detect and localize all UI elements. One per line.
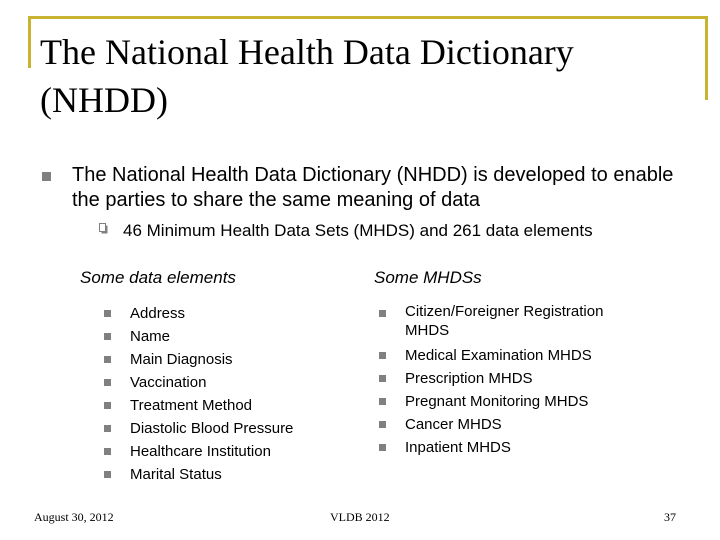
mhds-list <box>379 302 639 459</box>
list-item: Diastolic Blood Pressure <box>104 417 344 440</box>
list-item: Marital Status <box>104 463 344 486</box>
square-bullet-icon <box>104 402 111 409</box>
sub-bullet-text: 46 Minimum Health Data Sets (MHDS) and 261 data elements <box>123 221 593 240</box>
hollow-square-bullet-icon <box>99 223 108 234</box>
square-bullet-icon <box>42 172 51 181</box>
list-item: Main Diagnosis <box>104 348 344 371</box>
footer-conference: VLDB 2012 <box>330 510 390 524</box>
data-elements-list <box>104 302 344 486</box>
square-bullet-icon <box>104 471 111 478</box>
square-bullet-icon <box>104 310 111 317</box>
square-bullet-icon <box>379 444 386 451</box>
square-bullet-icon <box>104 356 111 363</box>
list-item: Citizen/Foreigner Registration MHDS <box>379 302 639 344</box>
list-item: Name <box>104 325 344 348</box>
footer-date: August 30, 2012 <box>34 510 114 524</box>
list-item: Cancer MHDS <box>379 413 639 436</box>
list-item: Healthcare Institution <box>104 440 344 463</box>
square-bullet-icon <box>379 375 386 382</box>
left-column-heading: Some data elements <box>80 268 236 287</box>
list-item: Prescription MHDS <box>379 367 639 390</box>
list-item: Medical Examination MHDS <box>379 344 639 367</box>
right-column-heading: Some MHDSs <box>374 268 482 287</box>
list-item: Inpatient MHDS <box>379 436 639 459</box>
frame-right-line <box>705 16 708 100</box>
square-bullet-icon <box>379 421 386 428</box>
list-item: Treatment Method <box>104 394 344 417</box>
list-item: Pregnant Monitoring MHDS <box>379 390 639 413</box>
slide-title: The National Health Data Dictionary (NHDD) <box>40 32 574 120</box>
list-item: Vaccination <box>104 371 344 394</box>
frame-top-line <box>28 16 706 19</box>
main-bullet-text: The National Health Data Dictionary (NHDD) is developed to enable the parties to share the same meaning of data <box>72 164 674 211</box>
square-bullet-icon <box>104 333 111 340</box>
frame-left-line <box>28 16 31 68</box>
square-bullet-icon <box>379 352 386 359</box>
square-bullet-icon <box>379 310 386 317</box>
square-bullet-icon <box>104 448 111 455</box>
list-item: Address <box>104 302 344 325</box>
square-bullet-icon <box>379 398 386 405</box>
square-bullet-icon <box>104 379 111 386</box>
page-number: 37 <box>664 510 676 524</box>
square-bullet-icon <box>104 425 111 432</box>
